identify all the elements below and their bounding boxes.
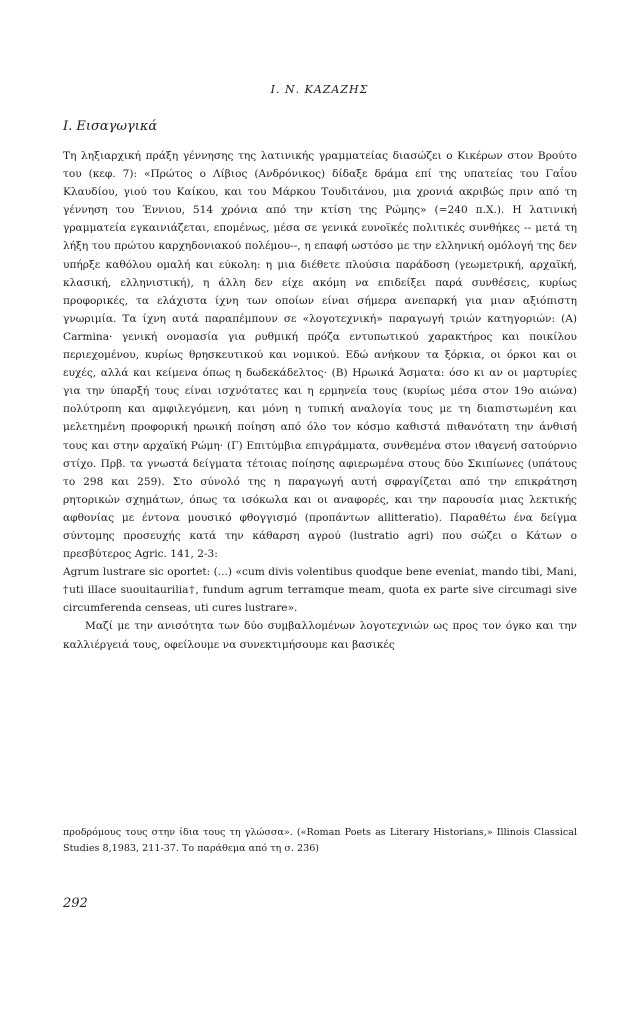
running-head: Ι. Ν. ΚΑΖΑΖΗΣ	[270, 83, 369, 96]
section-heading: Ι. Εισαγωγικά	[63, 119, 158, 134]
page-number: 292	[63, 896, 88, 911]
footnote-text: προδρόμους τους στην ίδια τους τη γλώσσα». («Roman Poets as Literary Historians,» Illinois Classical Studies 8,1983, 211-37. Το παράθεμα από τη σ. 236)	[63, 827, 577, 854]
footnote	[63, 825, 577, 857]
latin-quotation: Agrum lustrare sic oportet: (...) «cum divis volentibus quodque bene eveniat, mando tibi, Mani, †uti illace suouitaurilia†, fundum agrum terramque meam, quota ex parte sive circumagi sive circumferenda censeas, uti cures lustrare».	[63, 566, 577, 615]
paragraph-intro: Τη ληξιαρχική πράξη γέννησης της λατινικής γραμματείας διασώζει ο Κικέρων στον Βρούτο του (κεφ. 7): «Πρώτος ο Λίβιος (Ανδρόνικος) δίδαξε δράμα επί της υπατείας του Γαΐου Κλαυδίου, γιού του Καίκου, και του Μάρκου Τουδιτάνου, μια χρονιά ακριβώς πριν από τη γέννηση του Έννιου, 514 χρόνια από την κτίση της Ρώμης» (=240 π.Χ.). Η λατινική γραμματεία εγκαινιάζεται, επομένως, μέσα σε γενικά ευνοϊκές πολιτικές συνθήκες -- μετά τη λήξη του πρώτου καρχηδονιακού πολέμου--, η επαφή ωστόσο με την ελληνική ομόλογή της δεν υπήρξε καθόλου ομαλή και εύκολη: η μια διέθετε πλούσια παράδοση (γεωμετρική, αρχαϊκή, κλασική, ελληνιστική), η άλλη δεν είχε ακόμη να επιδείξει παρά συνθέσεις, κυρίως προφορικές, τα ελάχιστα ίχνη των οποίων είναι σήμερα ανεπαρκή για μιαν αξιόπιστη γνωριμία. Τα ίχνη αυτά παραπέμπουν σε «λογοτεχνική» παραγωγή τριών κατηγοριών: (Α) Carmina· γενική ονομασία για ρυθμική πρόζα εντυπωτικού χαρακτήρος και ποικίλου περιεχομένου, κυρίως θρησκευτικού και νομικού. Εδώ ανήκουν τα ξόρκια, οι όρκοι και οι ευχές, αλλά και κείμενα όπως η δωδεκάδελτος· (Β) Ηρωικά Άσματα: όσο κι αν οι μαρτυρίες για την ύπαρξή τους είναι ισχνότατες και η ερμηνεία τους (κυρίως μέσα στον 19ο αιώνα) πολύτροπη και αμφιλεγόμενη, και μόνη η τυπική αναλογία τους με τη διαπιστωμένη και μελετημένη προφορική ηρωική ποίηση από όλο τον κόσμο καθιστά πιθανότατη την άνθισή τους και στην αρχαϊκή Ρώμη· (Γ) Επιτύμβια επιγράμματα, συνθεμένα στον ιθαγενή σατούρνιο στίχο. Πρβ. τα γνωστά δείγματα τέτοιας ποίησης αφιερωμένα στους δύο Σκιπίωνες (υπάτους το 298 και 259). Στο σύνολό της η παραγωγή αυτή σφραγίζεται από την επικράτηση ρητορικών σχημάτων, όπως τα ισόκωλα και οι αναφορές, και την παρουσία μιας λεκτικής αφθονίας με έντονα μουσικό φθογγισμό (προπάντων allitteratio). Παραθέτω ένα δείγμα σύντομης προσευχής κατά την κάθαρση αγρού (lustratio agri) που σώζει ο Κάτων ο πρεσβύτερος Agric. 141, 2-3:	[63, 150, 577, 561]
body-text	[63, 147, 577, 654]
paragraph-continuation: Μαζί με την ανισότητα των δύο συμβαλλομένων λογοτεχνιών ως προς τον όγκο και την καλλιέργειά τους, οφείλουμε να συνεκτιμήσουμε και βασικές	[63, 620, 577, 651]
